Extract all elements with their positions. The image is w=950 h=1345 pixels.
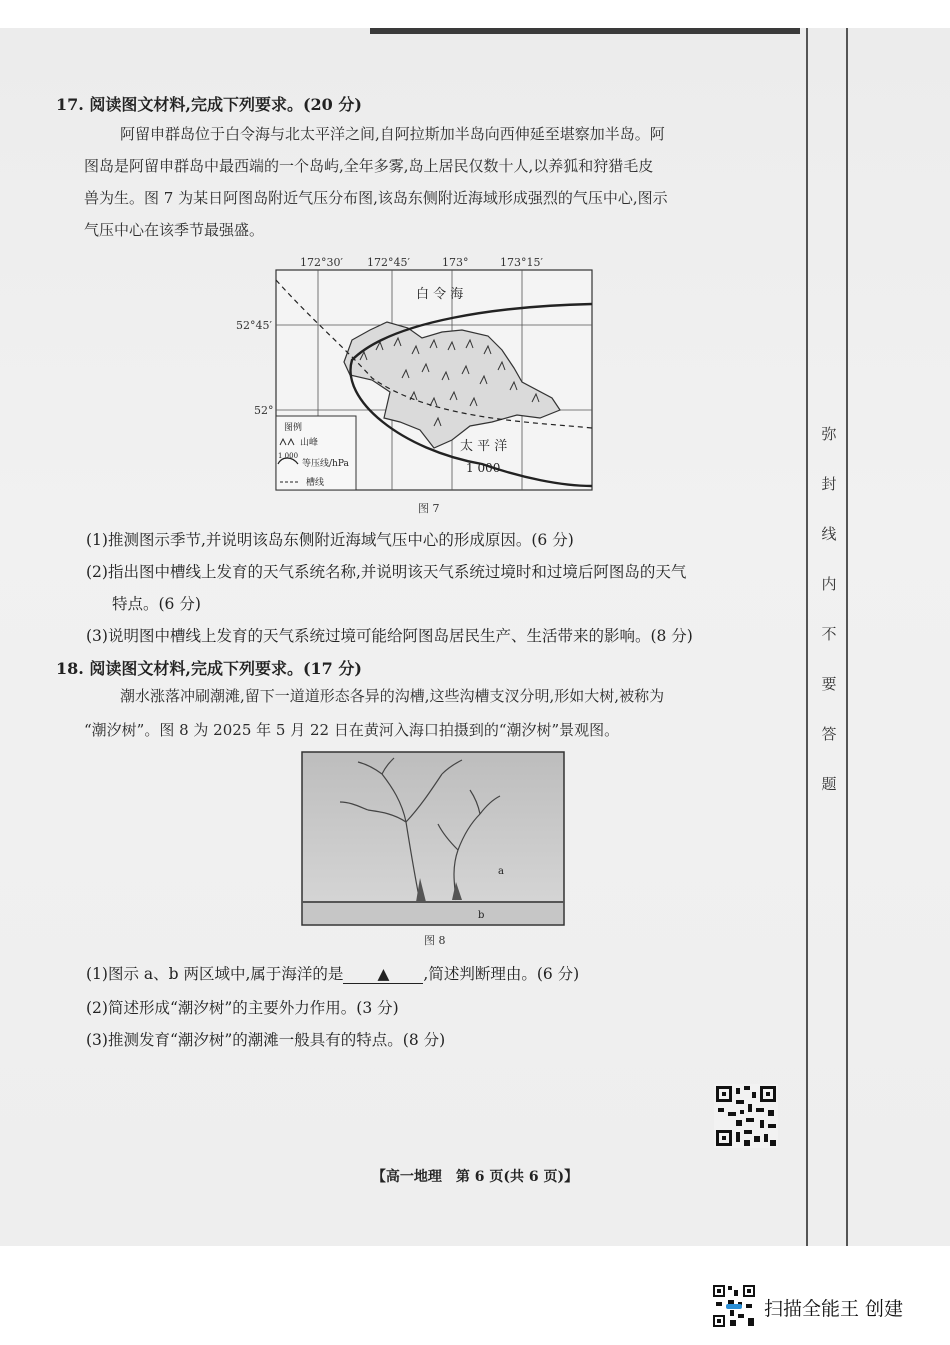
isobar-value-label: 1 000 bbox=[466, 461, 501, 475]
tidal-flat-b bbox=[303, 902, 563, 924]
q18-sub1-text: ,简述判断理由。(6 分) bbox=[423, 965, 580, 983]
lat-label: 52°45′ bbox=[236, 319, 272, 332]
sea-label-north: 白 令 海 bbox=[416, 287, 464, 302]
q17-paragraph-line: 兽为生。图 7 为某日阿图岛附近气压分布图,该岛东侧附近海域形成强烈的气压中心,图示 bbox=[84, 189, 668, 207]
binding-line-right bbox=[846, 28, 848, 1246]
page-footer: 【高一地理 第 6 页(共 6 页)】 bbox=[371, 1169, 579, 1185]
binding-line-left bbox=[806, 28, 808, 1246]
legend-title: 图例 bbox=[284, 423, 303, 433]
photo-frame bbox=[302, 752, 564, 925]
q18-sub-question-1 bbox=[86, 962, 579, 984]
lon-label: 172°45′ bbox=[367, 256, 410, 269]
photo-label-b: b bbox=[478, 910, 485, 921]
lon-label: 172°30′ bbox=[300, 256, 343, 269]
seal-line-notice: 弥 封 线 内 不 要 答 题 bbox=[821, 425, 837, 793]
figure-8-tidal-tree-photo bbox=[302, 752, 564, 925]
lat-label: 52° bbox=[254, 404, 274, 417]
legend-trough-label: 槽线 bbox=[306, 478, 325, 488]
q17-sub-question-3: (3)说明图中槽线上发育的天气系统过境可能给阿图岛居民生产、生活带来的影响。(8 分) bbox=[86, 627, 693, 645]
qr-code-icon bbox=[714, 1084, 778, 1148]
q18-sub1-text: (1)图示 a、b 两区域中,属于海洋的是 bbox=[86, 965, 344, 983]
q17-paragraph-line: 阿留申群岛位于白令海与北太平洋之间,自阿拉斯加半岛向西伸延至堪察加半岛。阿 bbox=[120, 125, 665, 143]
q17-paragraph-line: 图岛是阿留申群岛中最西端的一个岛屿,全年多雾,岛上居民仅数十人,以养狐和狩猎毛皮 bbox=[84, 157, 654, 175]
q18-sub-question-3: (3)推测发育“潮汐树”的潮滩一般具有的特点。(8 分) bbox=[86, 1031, 446, 1049]
lon-label: 173° bbox=[442, 256, 469, 269]
scan-edge-shadow bbox=[370, 28, 800, 34]
question-17-title: 17. 阅读图文材料,完成下列要求。(20 分) bbox=[56, 95, 362, 114]
figure-7-pressure-map bbox=[236, 250, 602, 500]
legend-isobar-value: 1 000 bbox=[278, 452, 299, 460]
figure-7-caption: 图 7 bbox=[418, 502, 440, 515]
q18-paragraph-line: 潮水涨落冲刷潮滩,留下一道道形态各异的沟槽,这些沟槽支汊分明,形如大树,被称为 bbox=[120, 687, 665, 705]
legend-mountain-label: 山峰 bbox=[300, 438, 319, 448]
question-18-title: 18. 阅读图文材料,完成下列要求。(17 分) bbox=[56, 659, 362, 678]
legend-isobar-label: 等压线/hPa bbox=[302, 459, 349, 469]
q17-sub-question-2-cont: 特点。(6 分) bbox=[112, 595, 201, 613]
figure-8-caption: 图 8 bbox=[424, 934, 446, 947]
sea-label-south: 太 平 洋 bbox=[460, 439, 508, 454]
scanner-app-logo-icon bbox=[712, 1284, 756, 1328]
lon-label: 173°15′ bbox=[500, 256, 543, 269]
q18-paragraph-line: “潮汐树”。图 8 为 2025 年 5 月 22 日在黄河入海口拍摄到的“潮汐树”景观图。 bbox=[84, 721, 620, 739]
q17-sub-question-2: (2)指出图中槽线上发育的天气系统名称,并说明该天气系统过境时和过境后阿图岛的天气 bbox=[86, 563, 687, 581]
q17-paragraph-line: 气压中心在该季节最强盛。 bbox=[84, 221, 265, 239]
answer-blank[interactable]: ▲ bbox=[343, 965, 423, 984]
scanner-watermark-text: 扫描全能王 创建 bbox=[764, 1298, 904, 1320]
q18-sub-question-2: (2)简述形成“潮汐树”的主要外力作用。(3 分) bbox=[86, 999, 399, 1017]
photo-label-a: a bbox=[498, 866, 504, 877]
q17-sub-question-1: (1)推测图示季节,并说明该岛东侧附近海域气压中心的形成原因。(6 分) bbox=[86, 531, 574, 549]
